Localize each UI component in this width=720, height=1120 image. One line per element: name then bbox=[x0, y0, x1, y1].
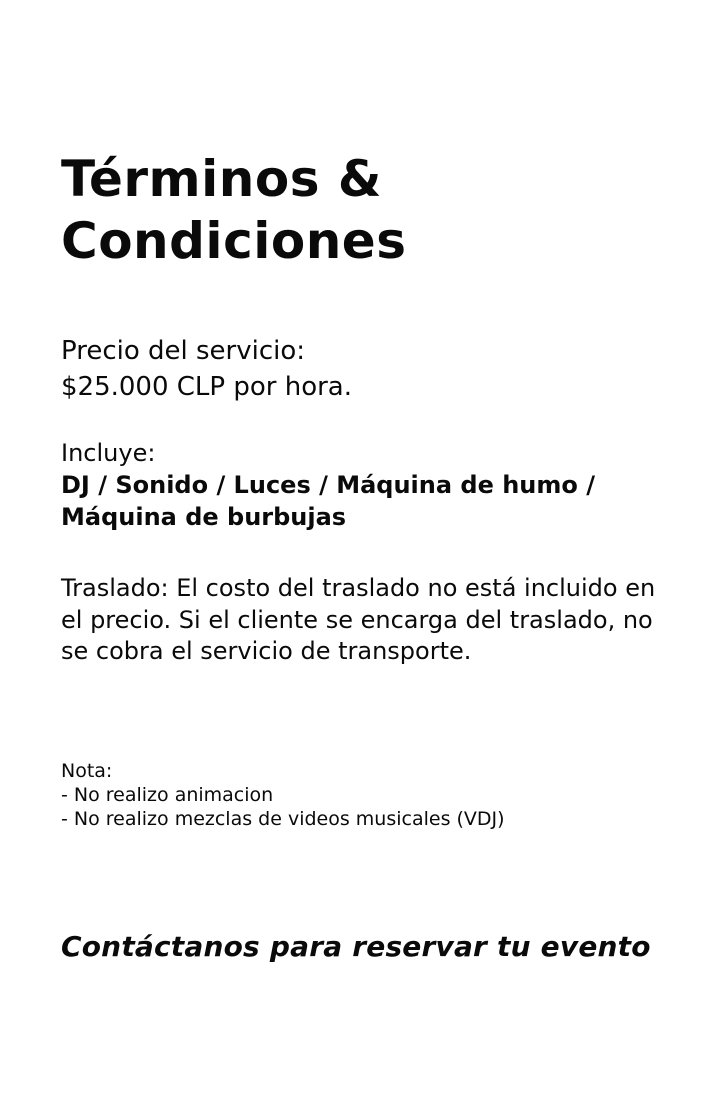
price-value: $25.000 CLP por hora. bbox=[61, 372, 353, 402]
transfer-text: Traslado: El costo del traslado no está incluido en el precio. Si el cliente se encarga del traslado, no se cobra el servicio de transporte. bbox=[61, 574, 656, 665]
price-section bbox=[61, 333, 352, 405]
contact-cta: Contáctanos para reservar tu evento bbox=[61, 930, 651, 963]
includes-section bbox=[61, 437, 661, 533]
page-title-line-1: Términos & bbox=[61, 150, 382, 208]
includes-items: DJ / Sonido / Luces / Máquina de humo / Máquina de burbujas bbox=[61, 471, 596, 531]
includes-label: Incluye: bbox=[61, 439, 156, 467]
note-label: Nota: bbox=[61, 760, 113, 782]
note-section bbox=[61, 759, 505, 831]
note-item: - No realizo animacion bbox=[61, 784, 274, 806]
page-title bbox=[61, 148, 406, 272]
page-title-line-2: Condiciones bbox=[61, 212, 407, 270]
note-item: - No realizo mezclas de videos musicales (VDJ) bbox=[61, 808, 505, 830]
price-label: Precio del servicio: bbox=[61, 336, 306, 366]
